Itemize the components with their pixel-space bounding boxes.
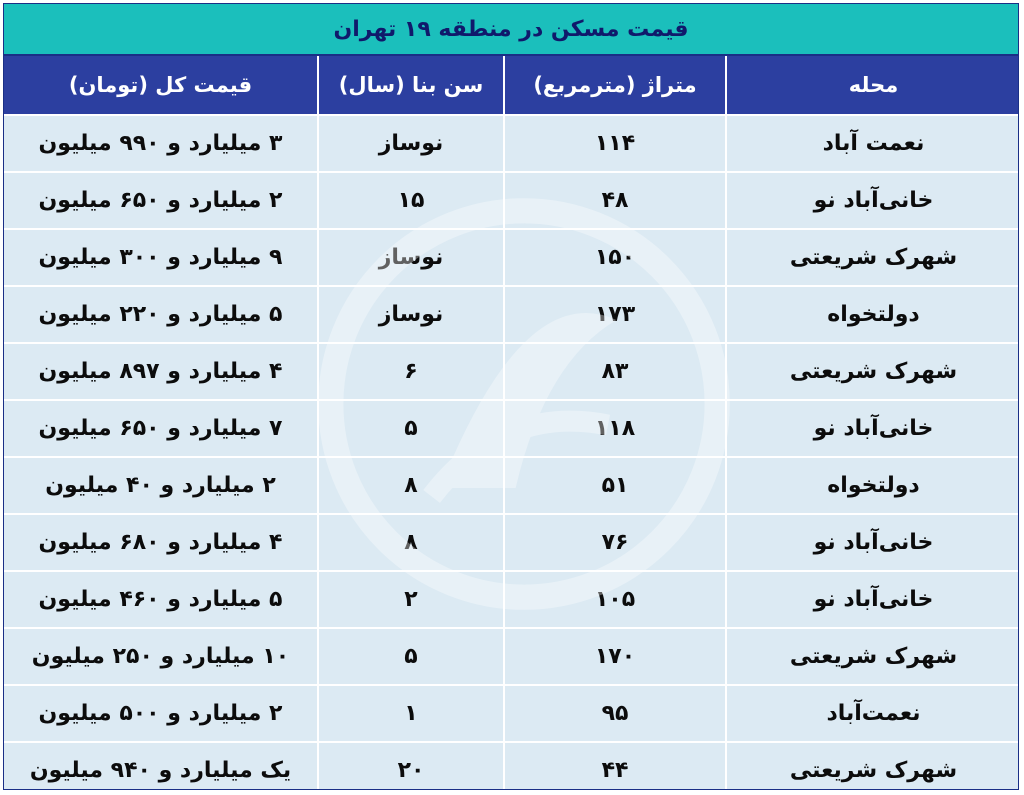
header-row <box>4 56 1019 115</box>
cell-neighborhood: دولتخواه <box>726 286 1019 343</box>
table-row <box>4 229 1019 286</box>
cell-price: یک میلیارد و ۹۴۰ میلیون <box>4 742 318 790</box>
table-row <box>4 115 1019 172</box>
cell-area: ۱۰۵ <box>504 571 726 628</box>
cell-price: ۷ میلیارد و ۶۵۰ میلیون <box>4 400 318 457</box>
table-row <box>4 685 1019 742</box>
cell-neighborhood: نعمت آباد <box>726 115 1019 172</box>
cell-price: ۴ میلیارد و ۸۹۷ میلیون <box>4 343 318 400</box>
table-row <box>4 400 1019 457</box>
cell-area: ۷۶ <box>504 514 726 571</box>
cell-neighborhood: خانی‌آباد نو <box>726 571 1019 628</box>
table-row <box>4 457 1019 514</box>
cell-price: ۵ میلیارد و ۴۶۰ میلیون <box>4 571 318 628</box>
cell-price: ۲ میلیارد و ۶۵۰ میلیون <box>4 172 318 229</box>
cell-age: ۵ <box>318 400 504 457</box>
cell-area: ۱۷۰ <box>504 628 726 685</box>
header-price: قیمت کل (تومان) <box>4 56 318 115</box>
cell-age: ۲ <box>318 571 504 628</box>
cell-price: ۴ میلیارد و ۶۸۰ میلیون <box>4 514 318 571</box>
cell-area: ۱۷۳ <box>504 286 726 343</box>
cell-neighborhood: نعمت‌آباد <box>726 685 1019 742</box>
cell-area: ۴۴ <box>504 742 726 790</box>
cell-age: ۸ <box>318 514 504 571</box>
table-row <box>4 628 1019 685</box>
cell-price: ۲ میلیارد و ۴۰ میلیون <box>4 457 318 514</box>
cell-age: ۸ <box>318 457 504 514</box>
cell-age: ۱ <box>318 685 504 742</box>
cell-area: ۱۱۴ <box>504 115 726 172</box>
table-row <box>4 343 1019 400</box>
cell-area: ۸۳ <box>504 343 726 400</box>
cell-price: ۳ میلیارد و ۹۹۰ میلیون <box>4 115 318 172</box>
header-age: سن بنا (سال) <box>318 56 504 115</box>
table-row <box>4 514 1019 571</box>
cell-age: ۵ <box>318 628 504 685</box>
table-row <box>4 742 1019 790</box>
cell-area: ۱۱۸ <box>504 400 726 457</box>
cell-price: ۵ میلیارد و ۲۲۰ میلیون <box>4 286 318 343</box>
cell-age: ۶ <box>318 343 504 400</box>
cell-age: ۲۰ <box>318 742 504 790</box>
header-neighborhood: محله <box>726 56 1019 115</box>
cell-price: ۹ میلیارد و ۳۰۰ میلیون <box>4 229 318 286</box>
cell-price: ۱۰ میلیارد و ۲۵۰ میلیون <box>4 628 318 685</box>
cell-price: ۲ میلیارد و ۵۰۰ میلیون <box>4 685 318 742</box>
cell-neighborhood: شهرک شریعتی <box>726 742 1019 790</box>
cell-area: ۵۱ <box>504 457 726 514</box>
header-area: متراژ (مترمربع) <box>504 56 726 115</box>
cell-age: ۱۵ <box>318 172 504 229</box>
table-row <box>4 286 1019 343</box>
table-row <box>4 172 1019 229</box>
cell-area: ۴۸ <box>504 172 726 229</box>
housing-price-table <box>4 56 1019 790</box>
cell-age: نوساز <box>318 115 504 172</box>
cell-neighborhood: خانی‌آباد نو <box>726 400 1019 457</box>
cell-age: نوساز <box>318 286 504 343</box>
price-table-card <box>3 3 1019 790</box>
cell-neighborhood: شهرک شریعتی <box>726 628 1019 685</box>
cell-area: ۹۵ <box>504 685 726 742</box>
table-row <box>4 571 1019 628</box>
cell-neighborhood: شهرک شریعتی <box>726 343 1019 400</box>
cell-neighborhood: شهرک شریعتی <box>726 229 1019 286</box>
cell-age: نوساز <box>318 229 504 286</box>
cell-neighborhood: خانی‌آباد نو <box>726 172 1019 229</box>
cell-area: ۱۵۰ <box>504 229 726 286</box>
cell-neighborhood: خانی‌آباد نو <box>726 514 1019 571</box>
table-title: قیمت مسکن در منطقه ۱۹ تهران <box>4 4 1018 56</box>
cell-neighborhood: دولتخواه <box>726 457 1019 514</box>
